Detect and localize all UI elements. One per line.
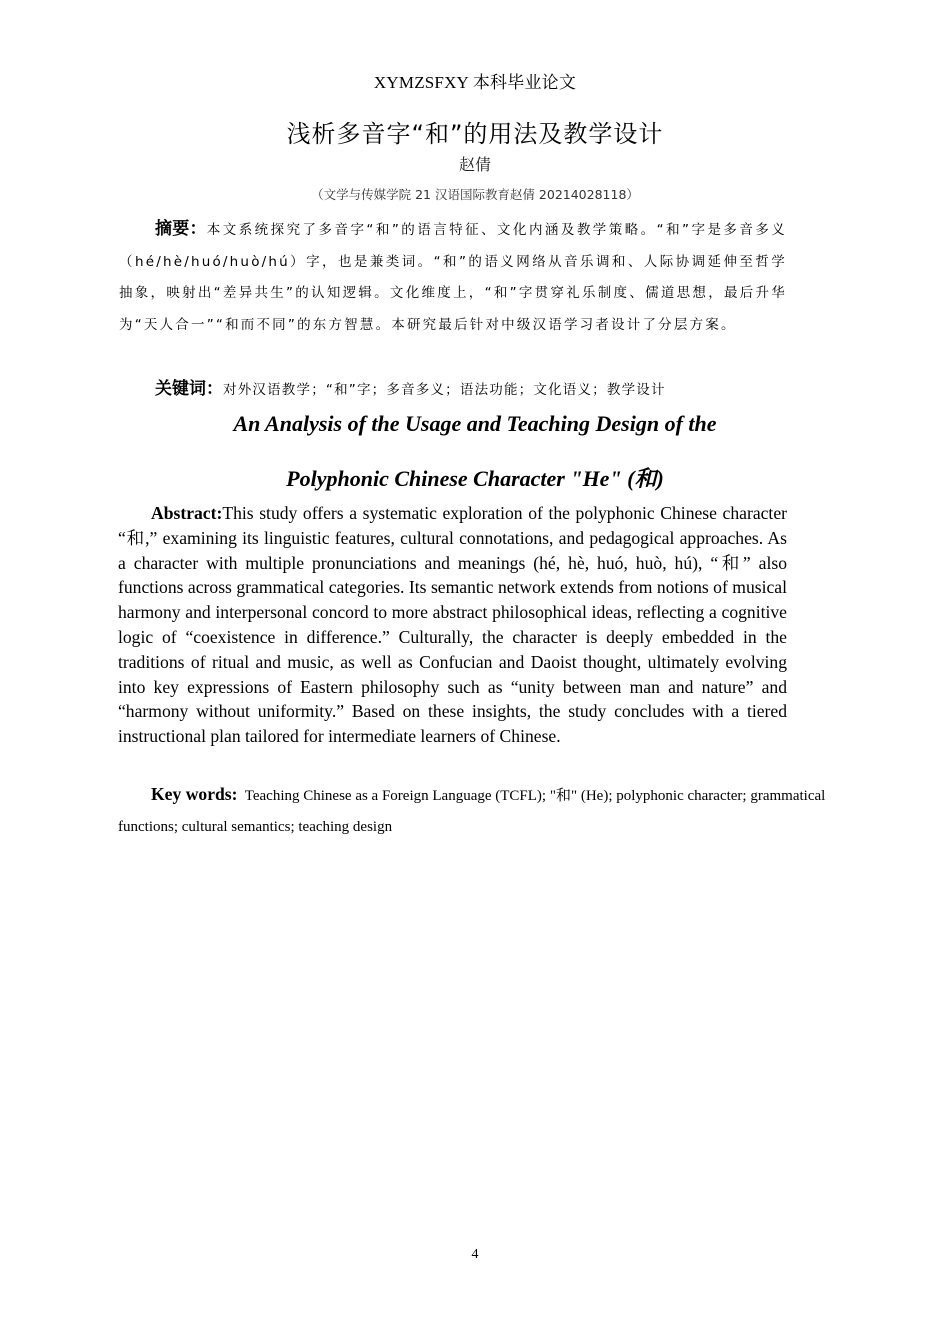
chinese-abstract-label: 摘要：: [155, 219, 207, 239]
chinese-keywords: [155, 374, 815, 399]
running-header: XYMZSFXY 本科毕业论文: [373, 73, 577, 92]
page-number: 4: [471, 1247, 479, 1262]
author-name: 赵倩: [458, 155, 491, 174]
chinese-title: 浅析多音字“和”的用法及教学设计: [286, 120, 664, 148]
english-abstract-text: This study offers a systematic exploration of the polyphonic Chinese character “和,” examining its linguistic features, cultural connotations, and pedagogical approaches. As a character with multiple pronunciations and meanings (hé, hè, huó, huò, hú), “和” also functions across grammatical categories. Its semantic network extends from notions of musical harmony and interpersonal concord to more abstract philosophical ideas, reflecting a cognitive logic of “coexistence in difference.” Culturally, the character is deeply embedded in the traditions of ritual and music, as well as Confucian and Daoist thought, ultimately evolving into key expressions of Eastern philosophy such as “unity between man and nature” and “harmony without uniformity.” Based on these insights, the study concludes with a tiered instructional plan tailored for intermediate learners of Chinese.: [118, 503, 787, 747]
chinese-keywords-text: 对外汉语教学；“和”字；多音多义；语法功能；文化语义；教学设计: [223, 382, 666, 398]
chinese-abstract: [119, 214, 787, 341]
chinese-keywords-label: 关键词：: [155, 379, 223, 399]
english-keywords: [118, 779, 848, 843]
author-affiliation: （文学与传媒学院 21 汉语国际教育赵倩 20214028118）: [311, 187, 639, 202]
english-abstract: [118, 501, 787, 749]
chinese-abstract-text: 本文系统探究了多音字“和”的语言特征、文化内涵及教学策略。“和”字是多音多义（hé/hè/huó/huò/hú）字，也是兼类词。“和”的语义网络从音乐调和、人际协调延伸至哲学抽象，映射出“差异共生”的认知逻辑。文化维度上，“和”字贯穿礼乐制度、儒道思想，最后升华为“天人合一”“和而不同”的东方智慧。本研究最后针对中级汉语学习者设计了分层方案。: [119, 222, 788, 333]
english-title-line-1: An Analysis of the Usage and Teaching Design of the: [233, 411, 717, 436]
english-title-line-2: Polyphonic Chinese Character "He" (和): [286, 466, 664, 491]
english-abstract-label: Abstract:: [151, 503, 223, 523]
english-keywords-label: Key words:: [151, 784, 238, 804]
english-keywords-text: Teaching Chinese as a Foreign Language (TCFL); "和" (He); polyphonic character; grammatical functions; cultural semantics; teaching design: [118, 788, 826, 835]
